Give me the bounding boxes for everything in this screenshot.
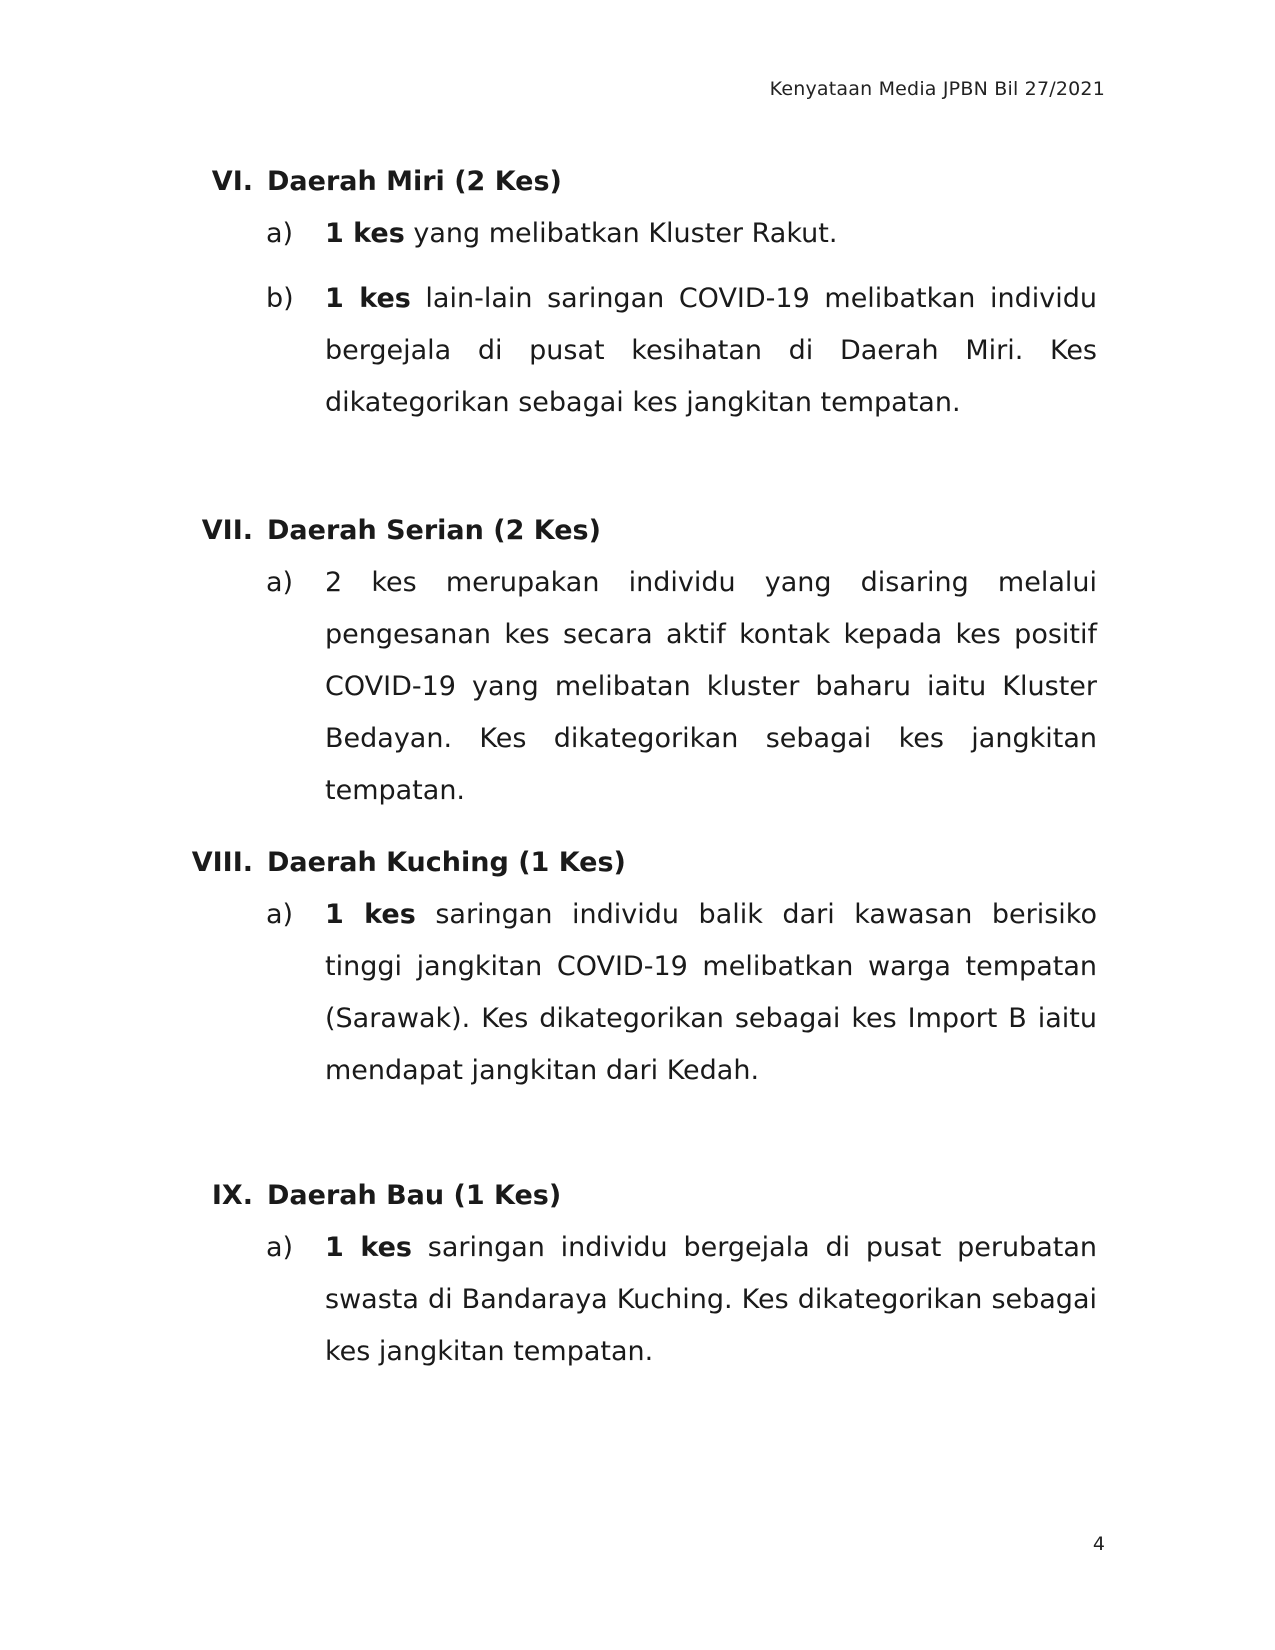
section-daerah-kuching [0, 837, 1275, 1097]
list-item [0, 208, 1275, 260]
list-item [0, 557, 1275, 817]
section-daerah-bau [0, 1170, 1275, 1378]
item-bold-count: 1 kes [325, 899, 416, 930]
section-title: Daerah Serian (2 Kes) [267, 515, 601, 546]
section-heading [0, 505, 1275, 557]
section-title: Daerah Kuching (1 Kes) [267, 847, 626, 878]
list-item [0, 273, 1275, 429]
page-number: 4 [1092, 1533, 1105, 1555]
item-text [325, 1222, 1097, 1378]
item-body: 2 kes merupakan individu yang disaring melalui pengesanan kes secara aktif kontak kepada kes positif COVID-19 yang melibatan kluster baharu iaitu Kluster Bedayan. Kes dikategorikan sebagai kes jangkitan tempatan. [325, 567, 1097, 806]
item-body: yang melibatkan Kluster Rakut. [404, 218, 838, 249]
section-numeral: VI. [211, 166, 253, 197]
item-letter: a) [266, 218, 294, 249]
list-item [0, 1222, 1275, 1378]
item-letter: a) [266, 1232, 294, 1263]
item-bold-count: 1 kes [325, 218, 405, 249]
section-title: Daerah Miri (2 Kes) [267, 166, 562, 197]
section-title: Daerah Bau (1 Kes) [267, 1180, 562, 1211]
item-text [325, 273, 1097, 429]
section-daerah-miri [0, 156, 1275, 429]
list-item [0, 889, 1275, 1097]
section-numeral: IX. [211, 1180, 253, 1211]
item-letter: b) [266, 283, 294, 314]
section-heading [0, 156, 1275, 208]
item-bold-count: 1 kes [325, 1232, 412, 1263]
item-text [325, 208, 1097, 260]
section-heading [0, 1170, 1275, 1222]
section-daerah-serian [0, 505, 1275, 817]
section-numeral: VII. [201, 515, 253, 546]
item-body: saringan individu balik dari kawasan berisiko tinggi jangkitan COVID-19 melibatkan warga tempatan (Sarawak). Kes dikategorikan sebagai kes Import B iaitu mendapat jangkitan dari Kedah. [325, 899, 1097, 1086]
item-body: lain-lain saringan COVID-19 melibatkan individu bergejala di pusat kesihatan di Daerah Miri. Kes dikategorikan sebagai kes jangkitan tempatan. [325, 283, 1097, 418]
section-heading [0, 837, 1275, 889]
section-numeral: VIII. [191, 847, 253, 878]
item-text [325, 557, 1097, 817]
item-letter: a) [266, 899, 294, 930]
item-bold-count: 1 kes [325, 283, 411, 314]
item-text [325, 889, 1097, 1097]
item-body: saringan individu bergejala di pusat perubatan swasta di Bandaraya Kuching. Kes dikategorikan sebagai kes jangkitan tempatan. [325, 1232, 1097, 1367]
item-letter: a) [266, 567, 294, 598]
document-reference: Kenyataan Media JPBN Bil 27/2021 [769, 78, 1105, 100]
